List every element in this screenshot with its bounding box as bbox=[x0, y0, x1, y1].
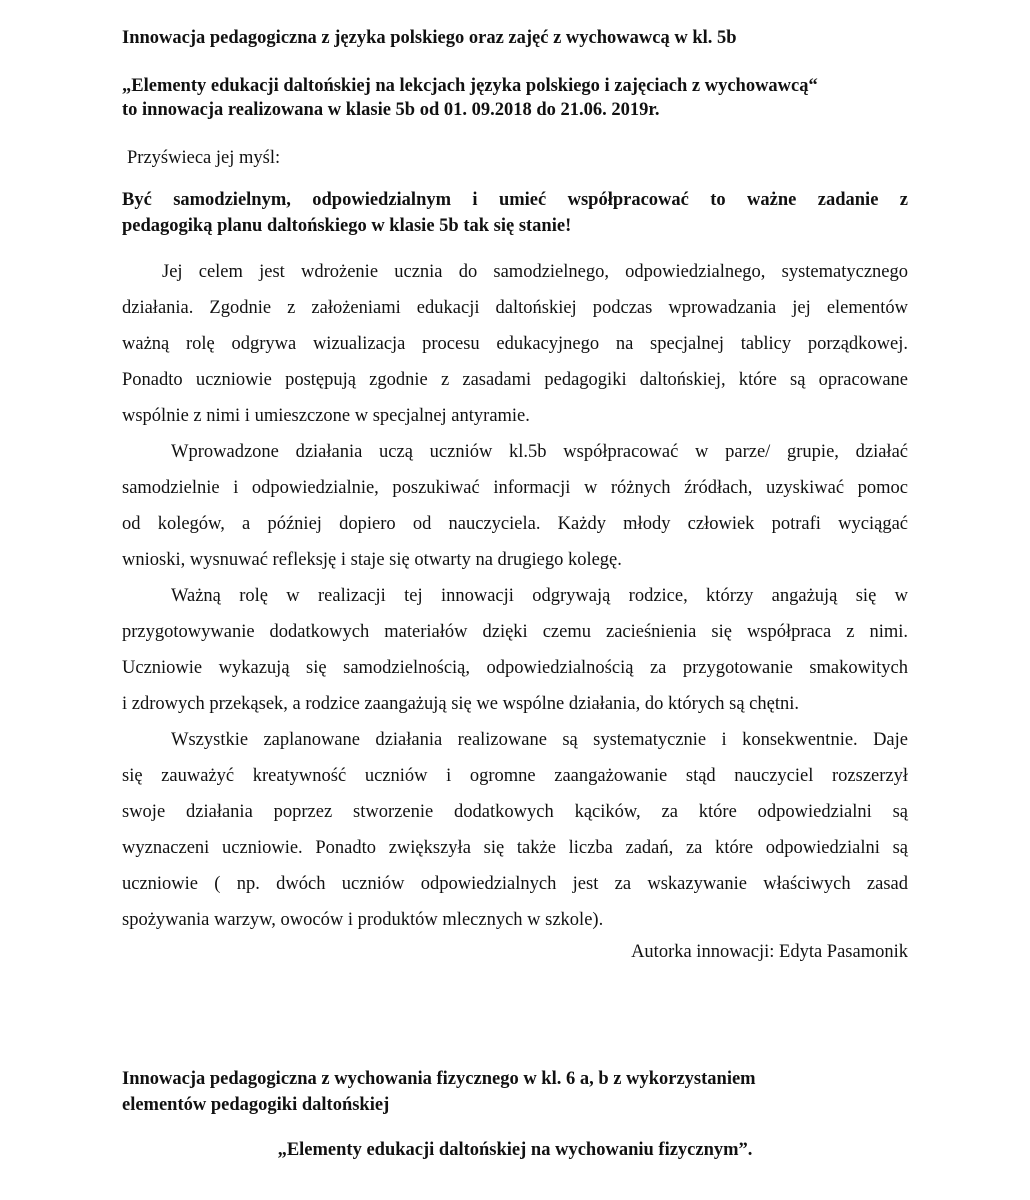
paragraph-1-line-5: wspólnie z nimi i umieszczone w specjalnej antyramie. bbox=[122, 406, 530, 426]
paragraph-2-line-3: od kolegów, a później dopiero od nauczyciela. Każdy młody człowiek potrafi wyciągać bbox=[122, 514, 908, 534]
paragraph-1-line-3: ważną rolę odgrywa wizualizacja procesu edukacyjnego na specjalnej tablicy porządkowej. bbox=[122, 334, 908, 354]
motto-line2: pedagogiką planu daltońskiego w klasie 5b tak się stanie! bbox=[122, 216, 572, 236]
motto-line1: Być samodzielnym, odpowiedzialnym i umieć współpracować to ważne zadanie z bbox=[122, 190, 908, 210]
paragraph-4-line-5: uczniowie ( np. dwóch uczniów odpowiedzialnych jest za wskazywanie właściwych zasad bbox=[122, 874, 908, 894]
paragraph-1-line-4: Ponadto uczniowie postępują zgodnie z zasadami pedagogiki daltońskiej, które są opracowane bbox=[122, 370, 908, 390]
paragraph-1-line-1: Jej celem jest wdrożenie ucznia do samodzielnego, odpowiedzialnego, systematycznego bbox=[162, 262, 908, 282]
section1-subtitle-line1: „Elementy edukacji daltońskiej na lekcjach języka polskiego i zajęciach z wychowawcą“ bbox=[122, 76, 818, 96]
section1-title: Innowacja pedagogiczna z języka polskiego oraz zajęć z wychowawcą w kl. 5b bbox=[122, 28, 737, 48]
paragraph-3-line-1: Ważną rolę w realizacji tej innowacji odgrywają rodzice, którzy angażują się w bbox=[171, 586, 908, 606]
section1-intro: Przyświeca jej myśl: bbox=[127, 148, 281, 168]
section2-title-line1: Innowacja pedagogiczna z wychowania fizycznego w kl. 6 a, b z wykorzystaniem bbox=[122, 1069, 756, 1089]
paragraph-4-line-1: Wszystkie zaplanowane działania realizowane są systematycznie i konsekwentnie. Daje bbox=[171, 730, 908, 750]
section1-subtitle-line2: to innowacja realizowana w klasie 5b od 01. 09.2018 do 21.06. 2019r. bbox=[122, 100, 660, 120]
paragraph-3-line-2: przygotowywanie dodatkowych materiałów dzięki czemu zacieśnienia się współpraca z nimi. bbox=[122, 622, 908, 642]
paragraph-2-line-2: samodzielnie i odpowiedzialnie, poszukiwać informacji w różnych źródłach, uzyskiwać pomoc bbox=[122, 478, 908, 498]
paragraph-4-line-6: spożywania warzyw, owoców i produktów mlecznych w szkole). bbox=[122, 910, 604, 930]
paragraph-2-line-1: Wprowadzone działania uczą uczniów kl.5b współpracować w parze/ grupie, działać bbox=[171, 442, 908, 462]
paragraph-3-line-3: Uczniowie wykazują się samodzielnością, odpowiedzialnością za przygotowanie smakowitych bbox=[122, 658, 908, 678]
author-signature: Autorka innowacji: Edyta Pasamonik bbox=[631, 942, 908, 962]
section2-title-line2: elementów pedagogiki daltońskiej bbox=[122, 1095, 390, 1115]
paragraph-4-line-4: wyznaczeni uczniowie. Ponadto zwiększyła się także liczba zadań, za które odpowiedzialni są bbox=[122, 838, 908, 858]
paragraph-4-line-2: się zauważyć kreatywność uczniów i ogromne zaangażowanie stąd nauczyciel rozszerzył bbox=[122, 766, 908, 786]
paragraph-3-line-4: i zdrowych przekąsek, a rodzice zaangażują się we wspólne działania, do których są chętni. bbox=[122, 694, 800, 714]
paragraph-4-line-3: swoje działania poprzez stworzenie dodatkowych kącików, za które odpowiedzialni są bbox=[122, 802, 908, 822]
section2-subtitle: „Elementy edukacji daltońskiej na wychowaniu fizycznym”. bbox=[277, 1140, 753, 1160]
paragraph-1-line-2: działania. Zgodnie z założeniami edukacji daltońskiej podczas wprowadzania jej elementów bbox=[122, 298, 908, 318]
paragraph-2-line-4: wnioski, wysnuwać refleksję i staje się otwarty na drugiego kolegę. bbox=[122, 550, 622, 570]
